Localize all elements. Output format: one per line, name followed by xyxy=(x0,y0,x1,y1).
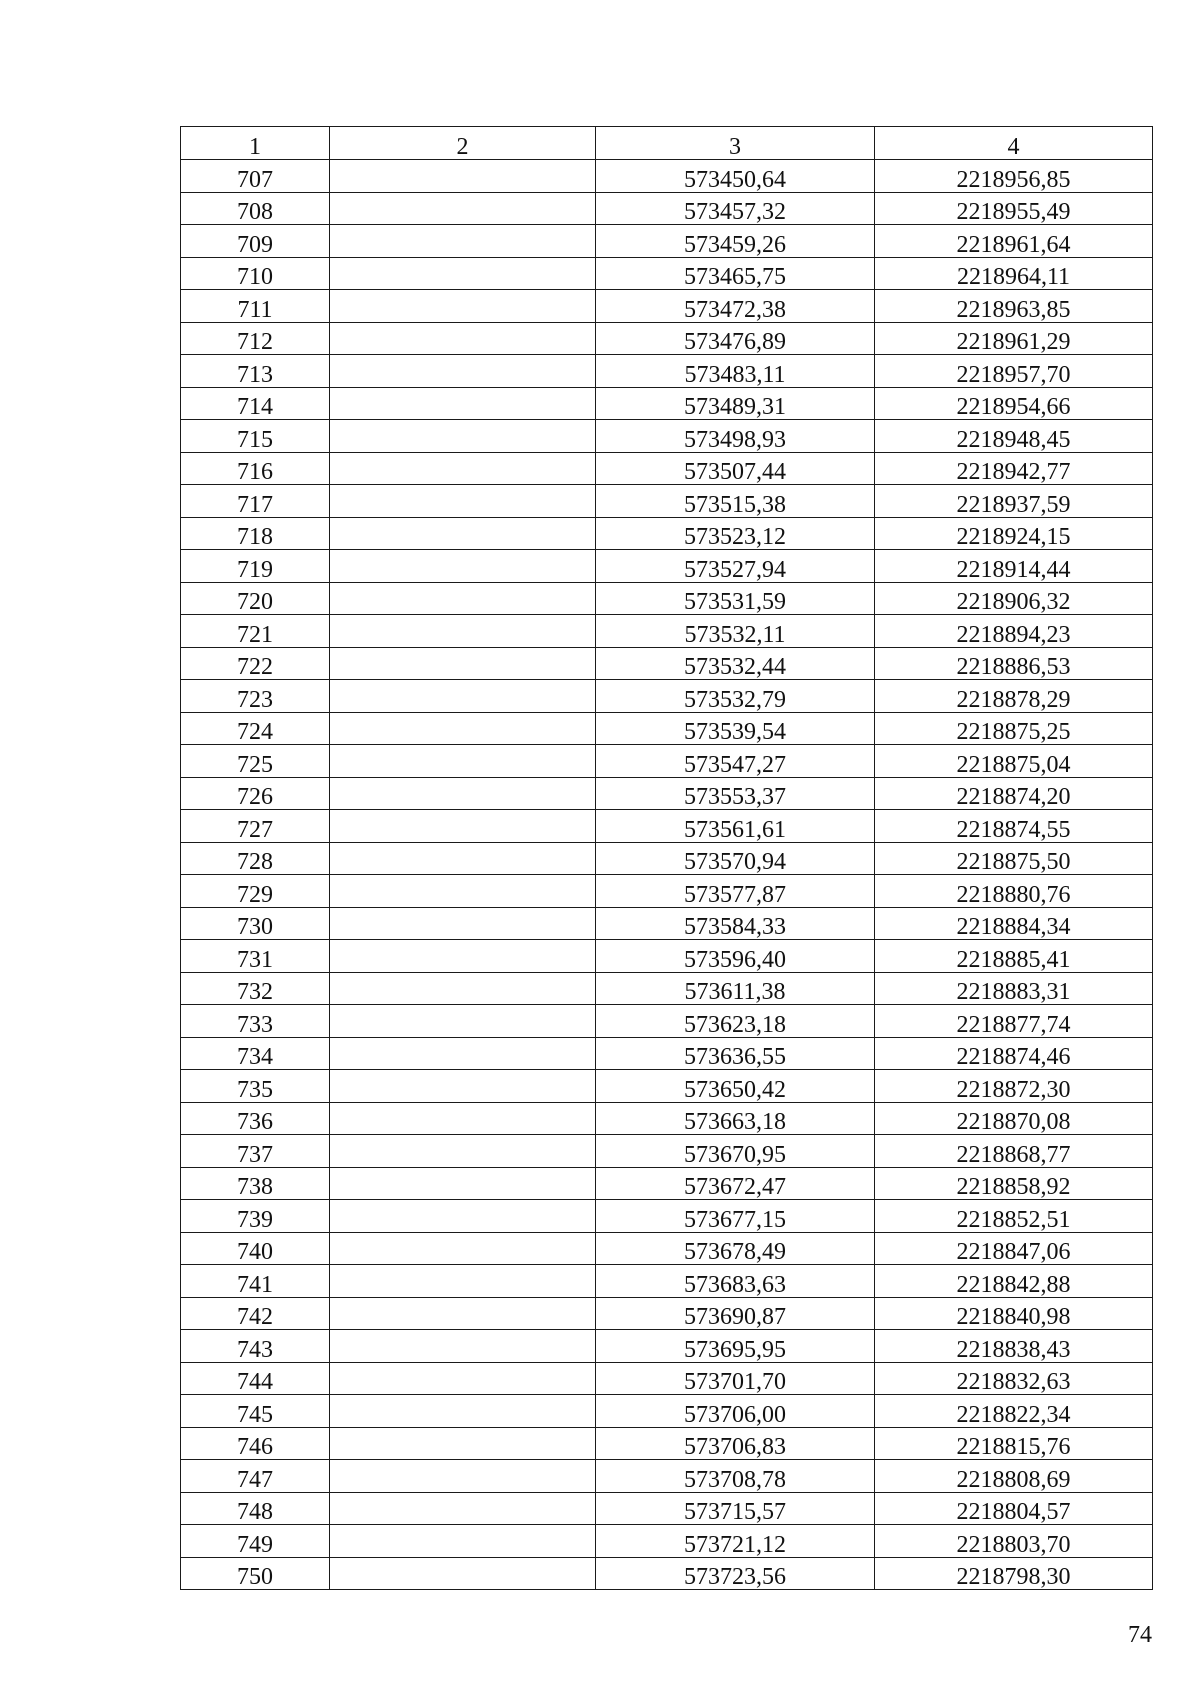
coordinate-y-cell: 2218957,70 xyxy=(875,355,1153,388)
coordinate-x-cell: 573706,00 xyxy=(596,1395,875,1428)
coordinate-x-cell: 573677,15 xyxy=(596,1200,875,1233)
coordinate-y-cell: 2218874,20 xyxy=(875,777,1153,810)
empty-cell xyxy=(330,517,596,550)
coordinate-y-cell: 2218804,57 xyxy=(875,1492,1153,1525)
coordinate-y-cell: 2218840,98 xyxy=(875,1297,1153,1330)
coordinate-y-cell: 2218883,31 xyxy=(875,972,1153,1005)
empty-cell xyxy=(330,1525,596,1558)
coordinate-y-cell: 2218803,70 xyxy=(875,1525,1153,1558)
table-row xyxy=(181,1167,1153,1200)
coordinate-y-cell: 2218798,30 xyxy=(875,1557,1153,1590)
coordinate-y-cell: 2218874,55 xyxy=(875,810,1153,843)
coordinate-y-cell: 2218847,06 xyxy=(875,1232,1153,1265)
point-number-cell: 733 xyxy=(181,1005,330,1038)
empty-cell xyxy=(330,1557,596,1590)
coordinate-x-cell: 573672,47 xyxy=(596,1167,875,1200)
column-header-2: 2 xyxy=(330,127,596,160)
point-number-cell: 710 xyxy=(181,257,330,290)
coordinate-x-cell: 573465,75 xyxy=(596,257,875,290)
empty-cell xyxy=(330,1362,596,1395)
table-row xyxy=(181,1557,1153,1590)
empty-cell xyxy=(330,907,596,940)
coordinate-y-cell: 2218956,85 xyxy=(875,160,1153,193)
empty-cell xyxy=(330,1135,596,1168)
empty-cell xyxy=(330,225,596,258)
coordinate-x-cell: 573450,64 xyxy=(596,160,875,193)
coordinate-x-cell: 573507,44 xyxy=(596,452,875,485)
point-number-cell: 745 xyxy=(181,1395,330,1428)
coordinate-y-cell: 2218937,59 xyxy=(875,485,1153,518)
empty-cell xyxy=(330,972,596,1005)
coordinate-y-cell: 2218877,74 xyxy=(875,1005,1153,1038)
coordinate-y-cell: 2218914,44 xyxy=(875,550,1153,583)
empty-cell xyxy=(330,615,596,648)
table-row xyxy=(181,1135,1153,1168)
point-number-cell: 734 xyxy=(181,1037,330,1070)
coordinate-x-cell: 573690,87 xyxy=(596,1297,875,1330)
coordinate-x-cell: 573547,27 xyxy=(596,745,875,778)
point-number-cell: 738 xyxy=(181,1167,330,1200)
table-row xyxy=(181,192,1153,225)
table-row xyxy=(181,907,1153,940)
coordinate-x-cell: 573708,78 xyxy=(596,1460,875,1493)
empty-cell xyxy=(330,940,596,973)
coordinate-x-cell: 573457,32 xyxy=(596,192,875,225)
coordinate-x-cell: 573695,95 xyxy=(596,1330,875,1363)
table-row xyxy=(181,745,1153,778)
coordinate-y-cell: 2218832,63 xyxy=(875,1362,1153,1395)
table-row xyxy=(181,517,1153,550)
table-row xyxy=(181,1005,1153,1038)
table-row xyxy=(181,355,1153,388)
coordinate-x-cell: 573701,70 xyxy=(596,1362,875,1395)
page-number: 74 xyxy=(1128,1622,1152,1648)
point-number-cell: 736 xyxy=(181,1102,330,1135)
empty-cell xyxy=(330,192,596,225)
point-number-cell: 739 xyxy=(181,1200,330,1233)
empty-cell xyxy=(330,647,596,680)
coordinate-y-cell: 2218961,64 xyxy=(875,225,1153,258)
point-number-cell: 717 xyxy=(181,485,330,518)
empty-cell xyxy=(330,550,596,583)
empty-cell xyxy=(330,1297,596,1330)
point-number-cell: 721 xyxy=(181,615,330,648)
table-row xyxy=(181,842,1153,875)
table-row xyxy=(181,1037,1153,1070)
point-number-cell: 707 xyxy=(181,160,330,193)
coordinate-x-cell: 573715,57 xyxy=(596,1492,875,1525)
point-number-cell: 749 xyxy=(181,1525,330,1558)
point-number-cell: 735 xyxy=(181,1070,330,1103)
table-row xyxy=(181,712,1153,745)
empty-cell xyxy=(330,1070,596,1103)
coordinate-y-cell: 2218885,41 xyxy=(875,940,1153,973)
table-row xyxy=(181,1200,1153,1233)
coordinate-x-cell: 573723,56 xyxy=(596,1557,875,1590)
coordinate-y-cell: 2218875,50 xyxy=(875,842,1153,875)
point-number-cell: 720 xyxy=(181,582,330,615)
table-row xyxy=(181,1525,1153,1558)
coordinate-y-cell: 2218815,76 xyxy=(875,1427,1153,1460)
header-row xyxy=(181,127,1153,160)
empty-cell xyxy=(330,452,596,485)
coordinate-x-cell: 573570,94 xyxy=(596,842,875,875)
coordinate-y-cell: 2218886,53 xyxy=(875,647,1153,680)
coordinate-y-cell: 2218954,66 xyxy=(875,387,1153,420)
table-row xyxy=(181,647,1153,680)
coordinate-x-cell: 573706,83 xyxy=(596,1427,875,1460)
empty-cell xyxy=(330,810,596,843)
empty-cell xyxy=(330,387,596,420)
point-number-cell: 732 xyxy=(181,972,330,1005)
table-row xyxy=(181,1070,1153,1103)
coordinate-y-cell: 2218870,08 xyxy=(875,1102,1153,1135)
empty-cell xyxy=(330,745,596,778)
table-row xyxy=(181,485,1153,518)
coordinate-y-cell: 2218948,45 xyxy=(875,420,1153,453)
table-row xyxy=(181,1265,1153,1298)
empty-cell xyxy=(330,290,596,323)
coordinate-x-cell: 573472,38 xyxy=(596,290,875,323)
coordinate-x-cell: 573721,12 xyxy=(596,1525,875,1558)
table-row xyxy=(181,615,1153,648)
coordinates-table xyxy=(180,126,1153,1590)
coordinate-y-cell: 2218872,30 xyxy=(875,1070,1153,1103)
table-row xyxy=(181,290,1153,323)
empty-cell xyxy=(330,842,596,875)
point-number-cell: 713 xyxy=(181,355,330,388)
coordinate-x-cell: 573636,55 xyxy=(596,1037,875,1070)
table-row xyxy=(181,387,1153,420)
empty-cell xyxy=(330,1492,596,1525)
table-row xyxy=(181,1460,1153,1493)
coordinate-x-cell: 573663,18 xyxy=(596,1102,875,1135)
coordinate-x-cell: 573532,11 xyxy=(596,615,875,648)
column-header-1: 1 xyxy=(181,127,330,160)
point-number-cell: 748 xyxy=(181,1492,330,1525)
column-header-3: 3 xyxy=(596,127,875,160)
point-number-cell: 742 xyxy=(181,1297,330,1330)
empty-cell xyxy=(330,1427,596,1460)
point-number-cell: 716 xyxy=(181,452,330,485)
coordinate-x-cell: 573611,38 xyxy=(596,972,875,1005)
empty-cell xyxy=(330,160,596,193)
coordinate-y-cell: 2218838,43 xyxy=(875,1330,1153,1363)
table-row xyxy=(181,680,1153,713)
point-number-cell: 744 xyxy=(181,1362,330,1395)
empty-cell xyxy=(330,1200,596,1233)
table-row xyxy=(181,550,1153,583)
empty-cell xyxy=(330,1167,596,1200)
empty-cell xyxy=(330,1005,596,1038)
empty-cell xyxy=(330,1265,596,1298)
column-header-4: 4 xyxy=(875,127,1153,160)
table-row xyxy=(181,582,1153,615)
coordinate-y-cell: 2218961,29 xyxy=(875,322,1153,355)
coordinate-y-cell: 2218963,85 xyxy=(875,290,1153,323)
point-number-cell: 730 xyxy=(181,907,330,940)
coordinate-x-cell: 573498,93 xyxy=(596,420,875,453)
coordinate-y-cell: 2218955,49 xyxy=(875,192,1153,225)
table-row xyxy=(181,1330,1153,1363)
point-number-cell: 728 xyxy=(181,842,330,875)
coordinate-y-cell: 2218875,25 xyxy=(875,712,1153,745)
coordinate-y-cell: 2218878,29 xyxy=(875,680,1153,713)
coordinate-x-cell: 573515,38 xyxy=(596,485,875,518)
point-number-cell: 724 xyxy=(181,712,330,745)
coordinate-x-cell: 573459,26 xyxy=(596,225,875,258)
empty-cell xyxy=(330,257,596,290)
table-row xyxy=(181,940,1153,973)
point-number-cell: 709 xyxy=(181,225,330,258)
point-number-cell: 715 xyxy=(181,420,330,453)
table-row xyxy=(181,322,1153,355)
coordinate-y-cell: 2218880,76 xyxy=(875,875,1153,908)
coordinate-x-cell: 573670,95 xyxy=(596,1135,875,1168)
point-number-cell: 726 xyxy=(181,777,330,810)
table-row xyxy=(181,1232,1153,1265)
table-row xyxy=(181,972,1153,1005)
table-row xyxy=(181,810,1153,843)
empty-cell xyxy=(330,322,596,355)
coordinate-y-cell: 2218875,04 xyxy=(875,745,1153,778)
coordinate-x-cell: 573584,33 xyxy=(596,907,875,940)
point-number-cell: 714 xyxy=(181,387,330,420)
point-number-cell: 727 xyxy=(181,810,330,843)
empty-cell xyxy=(330,420,596,453)
table-row xyxy=(181,875,1153,908)
coordinate-x-cell: 573553,37 xyxy=(596,777,875,810)
empty-cell xyxy=(330,1330,596,1363)
empty-cell xyxy=(330,1460,596,1493)
table-row xyxy=(181,1427,1153,1460)
point-number-cell: 741 xyxy=(181,1265,330,1298)
coordinate-x-cell: 573539,54 xyxy=(596,712,875,745)
coordinate-y-cell: 2218874,46 xyxy=(875,1037,1153,1070)
table-row xyxy=(181,225,1153,258)
table-row xyxy=(181,1492,1153,1525)
empty-cell xyxy=(330,1102,596,1135)
point-number-cell: 725 xyxy=(181,745,330,778)
coordinate-y-cell: 2218884,34 xyxy=(875,907,1153,940)
empty-cell xyxy=(330,1395,596,1428)
point-number-cell: 723 xyxy=(181,680,330,713)
point-number-cell: 722 xyxy=(181,647,330,680)
point-number-cell: 746 xyxy=(181,1427,330,1460)
coordinate-x-cell: 573532,79 xyxy=(596,680,875,713)
coordinate-x-cell: 573476,89 xyxy=(596,322,875,355)
coordinate-x-cell: 573527,94 xyxy=(596,550,875,583)
coordinate-x-cell: 573523,12 xyxy=(596,517,875,550)
point-number-cell: 737 xyxy=(181,1135,330,1168)
coordinate-y-cell: 2218924,15 xyxy=(875,517,1153,550)
coordinate-y-cell: 2218808,69 xyxy=(875,1460,1153,1493)
coordinate-x-cell: 573678,49 xyxy=(596,1232,875,1265)
empty-cell xyxy=(330,485,596,518)
point-number-cell: 719 xyxy=(181,550,330,583)
coordinate-y-cell: 2218906,32 xyxy=(875,582,1153,615)
point-number-cell: 750 xyxy=(181,1557,330,1590)
empty-cell xyxy=(330,355,596,388)
empty-cell xyxy=(330,680,596,713)
coordinate-y-cell: 2218858,92 xyxy=(875,1167,1153,1200)
coordinate-y-cell: 2218942,77 xyxy=(875,452,1153,485)
point-number-cell: 711 xyxy=(181,290,330,323)
table-row xyxy=(181,1297,1153,1330)
table-row xyxy=(181,777,1153,810)
coordinate-x-cell: 573489,31 xyxy=(596,387,875,420)
coordinate-y-cell: 2218868,77 xyxy=(875,1135,1153,1168)
coordinate-x-cell: 573577,87 xyxy=(596,875,875,908)
empty-cell xyxy=(330,777,596,810)
point-number-cell: 729 xyxy=(181,875,330,908)
coordinate-x-cell: 573683,63 xyxy=(596,1265,875,1298)
table-row xyxy=(181,1102,1153,1135)
empty-cell xyxy=(330,712,596,745)
coordinate-x-cell: 573561,61 xyxy=(596,810,875,843)
point-number-cell: 731 xyxy=(181,940,330,973)
table-body xyxy=(181,160,1153,1590)
table-row xyxy=(181,452,1153,485)
coordinate-y-cell: 2218852,51 xyxy=(875,1200,1153,1233)
coordinate-x-cell: 573650,42 xyxy=(596,1070,875,1103)
table-header xyxy=(181,127,1153,160)
point-number-cell: 708 xyxy=(181,192,330,225)
coordinate-y-cell: 2218842,88 xyxy=(875,1265,1153,1298)
point-number-cell: 743 xyxy=(181,1330,330,1363)
table-row xyxy=(181,1362,1153,1395)
table-row xyxy=(181,160,1153,193)
coordinate-x-cell: 573483,11 xyxy=(596,355,875,388)
coordinate-x-cell: 573532,44 xyxy=(596,647,875,680)
coordinate-y-cell: 2218822,34 xyxy=(875,1395,1153,1428)
coordinate-x-cell: 573596,40 xyxy=(596,940,875,973)
point-number-cell: 712 xyxy=(181,322,330,355)
coordinate-y-cell: 2218964,11 xyxy=(875,257,1153,290)
coordinate-y-cell: 2218894,23 xyxy=(875,615,1153,648)
empty-cell xyxy=(330,1232,596,1265)
coordinate-x-cell: 573531,59 xyxy=(596,582,875,615)
empty-cell xyxy=(330,875,596,908)
coordinate-x-cell: 573623,18 xyxy=(596,1005,875,1038)
table-row xyxy=(181,257,1153,290)
point-number-cell: 740 xyxy=(181,1232,330,1265)
table-row xyxy=(181,1395,1153,1428)
point-number-cell: 718 xyxy=(181,517,330,550)
table-row xyxy=(181,420,1153,453)
point-number-cell: 747 xyxy=(181,1460,330,1493)
empty-cell xyxy=(330,1037,596,1070)
empty-cell xyxy=(330,582,596,615)
